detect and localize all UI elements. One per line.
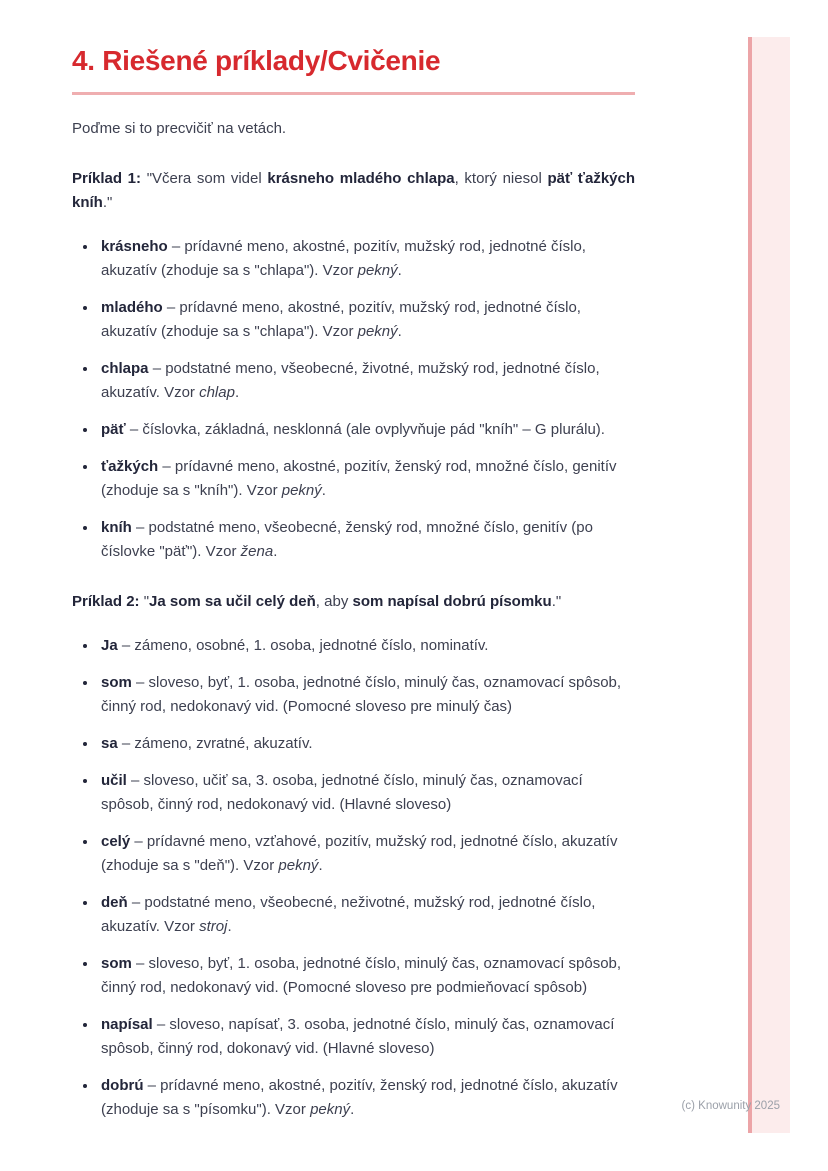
example-1-label: Príklad 1: bbox=[72, 170, 142, 187]
analysis-item: • krásneho – prídavné meno, akostné, pozitív, mužský rod, jednotné číslo, akuzatív (zhoduje sa s "chlapa"). Vzor pekný. bbox=[98, 235, 635, 283]
footer-copyright: (c) Knowunity 2025 bbox=[681, 1100, 780, 1112]
page-title: 4. Riešené príklady/Cvičenie bbox=[72, 45, 441, 76]
term-label: ťažkých bbox=[101, 458, 159, 475]
term-label: celý bbox=[101, 833, 131, 850]
analysis-list-2 bbox=[72, 634, 635, 1122]
term-label: Ja bbox=[101, 637, 118, 654]
analysis-item: • celý – prídavné meno, vzťahové, pozitív, mužský rod, jednotné číslo, akuzatív (zhoduje sa s "deň"). Vzor pekný. bbox=[98, 830, 635, 878]
intro-text: Poďme si to precvičiť na vetách. bbox=[72, 120, 287, 137]
example-2-label: Príklad 2: bbox=[72, 593, 140, 610]
analysis-item: • sa – zámeno, zvratné, akuzatív. bbox=[98, 732, 635, 756]
analysis-item: • ťažkých – prídavné meno, akostné, pozitív, ženský rod, množné číslo, genitív (zhoduje sa s "kníh"). Vzor pekný. bbox=[98, 455, 635, 503]
analysis-item: • päť – číslovka, základná, nesklonná (ale ovplyvňuje pád "kníh" – G plurálu). bbox=[98, 418, 635, 442]
analysis-list-1 bbox=[72, 235, 635, 564]
term-label: sa bbox=[101, 735, 118, 752]
analysis-item: • som – sloveso, byť, 1. osoba, jednotné číslo, minulý čas, oznamovací spôsob, činný rod, nedokonavý vid. (Pomocné sloveso pre minulý čas) bbox=[98, 671, 635, 719]
side-accent-bar bbox=[748, 37, 790, 1133]
term-label: krásneho bbox=[101, 238, 168, 255]
analysis-item: • deň – podstatné meno, všeobecné, neživotné, mužský rod, jednotné číslo, akuzatív. Vzor stroj. bbox=[98, 891, 635, 939]
analysis-item: • mladého – prídavné meno, akostné, pozitív, mužský rod, jednotné číslo, akuzatív (zhoduje sa s "chlapa"). Vzor pekný. bbox=[98, 296, 635, 344]
example-1-heading bbox=[72, 167, 635, 215]
analysis-item: • dobrú – prídavné meno, akostné, pozitív, ženský rod, jednotné číslo, akuzatív (zhoduje sa s "písomku"). Vzor pekný. bbox=[98, 1074, 635, 1122]
analysis-item: • kníh – podstatné meno, všeobecné, ženský rod, množné číslo, genitív (po číslovke "päť"). Vzor žena. bbox=[98, 516, 635, 564]
analysis-item: • napísal – sloveso, napísať, 3. osoba, jednotné číslo, minulý čas, oznamovací spôsob, činný rod, dokonavý vid. (Hlavné sloveso) bbox=[98, 1013, 635, 1061]
term-label: chlapa bbox=[101, 360, 149, 377]
term-label: dobrú bbox=[101, 1077, 144, 1094]
page-content bbox=[72, 0, 635, 1122]
analysis-item: • chlapa – podstatné meno, všeobecné, životné, mužský rod, jednotné číslo, akuzatív. Vzor chlap. bbox=[98, 357, 635, 405]
analysis-item: • Ja – zámeno, osobné, 1. osoba, jednotné číslo, nominatív. bbox=[98, 634, 635, 658]
term-label: mladého bbox=[101, 299, 163, 316]
analysis-item: • učil – sloveso, učiť sa, 3. osoba, jednotné číslo, minulý čas, oznamovací spôsob, činný rod, nedokonavý vid. (Hlavné sloveso) bbox=[98, 769, 635, 817]
term-label: som bbox=[101, 955, 132, 972]
term-label: napísal bbox=[101, 1016, 153, 1033]
analysis-item: • som – sloveso, byť, 1. osoba, jednotné číslo, minulý čas, oznamovací spôsob, činný rod, nedokonavý vid. (Pomocné sloveso pre podmieňovací spôsob) bbox=[98, 952, 635, 1000]
title-underline bbox=[72, 92, 635, 95]
term-label: kníh bbox=[101, 519, 132, 536]
example-1-sentence: "Včera som videl krásneho mladého chlapa, ktorý niesol päť ťažkých kníh." bbox=[72, 170, 636, 211]
term-label: učil bbox=[101, 772, 127, 789]
example-2-heading bbox=[72, 590, 635, 614]
term-label: som bbox=[101, 674, 132, 691]
example-2-sentence: "Ja som sa učil celý deň, aby som napísal dobrú písomku." bbox=[139, 593, 562, 610]
term-label: päť bbox=[101, 421, 126, 438]
term-label: deň bbox=[101, 894, 128, 911]
